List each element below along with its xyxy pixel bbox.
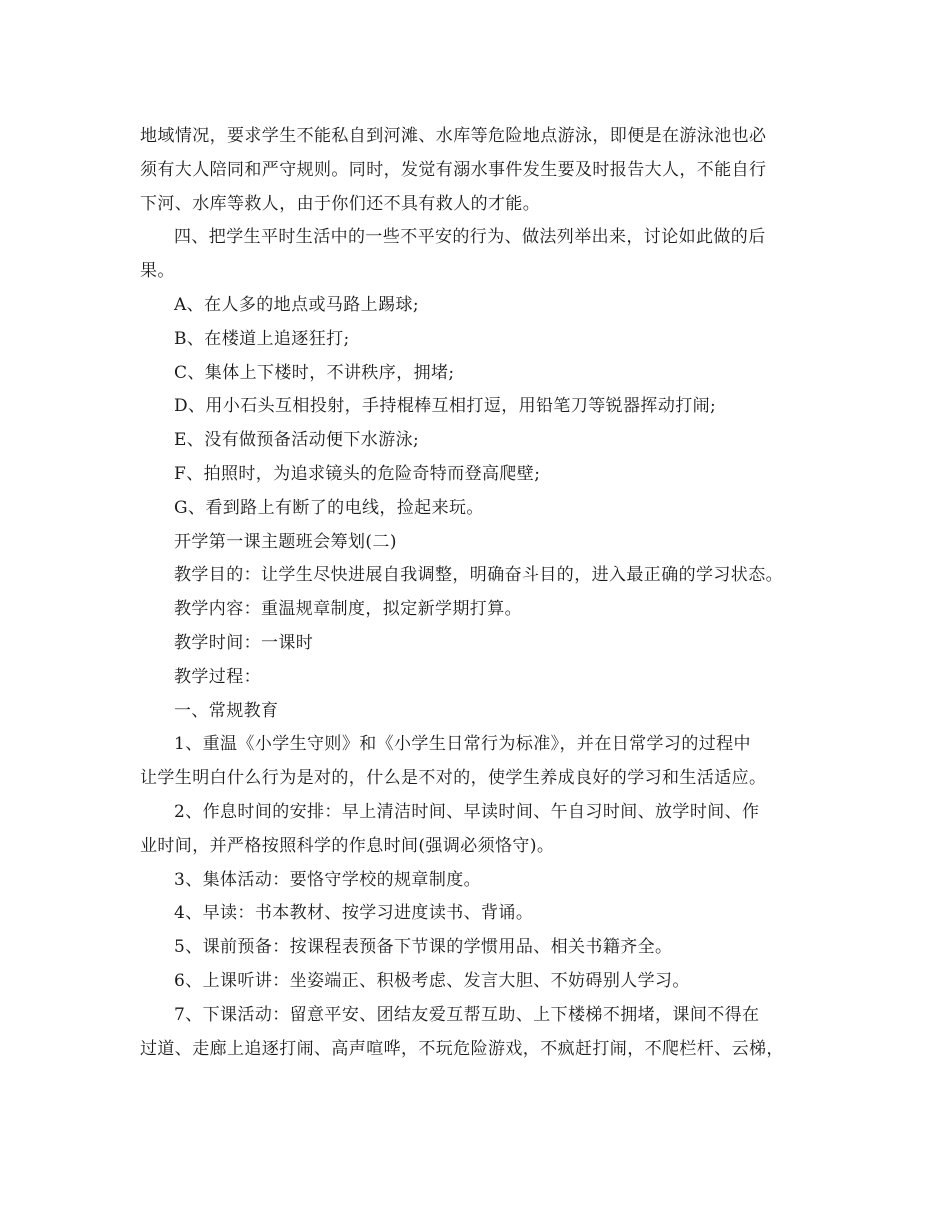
text-line: 教学内容：重温规章制度，拟定新学期打算。 [174, 599, 522, 620]
text-line: 过道、走廊上追逐打闹、高声喧哗，不玩危险游戏，不疯赶打闹，不爬栏杆、云梯， [140, 1038, 784, 1059]
text-line: 让学生明白什么行为是对的，什么是不对的，使学生养成良好的学习和生活适应。 [140, 768, 767, 789]
text-line: 须有大人陪同和严守规则。同时，发觉有溺水事件发生要及时报告大人，不能自行 [140, 159, 767, 180]
text-line: 教学目的：让学生尽快进展自我调整，明确奋斗目的，进入最正确的学习状态。 [174, 565, 783, 586]
text-line: 2、作息时间的安排：早上清洁时间、早读时间、午自习时间、放学时间、作 [174, 801, 760, 822]
text-line: E、没有做预备活动便下水游泳; [174, 430, 420, 451]
text-line: 四、把学生平时生活中的一些不平安的行为、做法列举出来，讨论如此做的后 [174, 227, 766, 248]
text-line: A、在人多的地点或马路上踢球; [174, 294, 420, 315]
text-line: 下河、水库等救人，由于你们还不具有救人的才能。 [140, 193, 541, 214]
text-line: 开学第一课主题班会筹划(二) [174, 531, 397, 552]
document-body [140, 120, 820, 1066]
text-line: D、用小石头互相投射，手持棍棒互相打逗，用铅笔刀等锐器挥动打闹; [174, 396, 717, 417]
text-line: F、拍照时，为追求镜头的危险奇特而登高爬壁; [174, 463, 541, 484]
text-line: 1、重温《小学生守则》和《小学生日常行为标准》，并在日常学习的过程中 [174, 734, 751, 755]
text-line: 4、早读：书本教材、按学习进度读书、背诵。 [174, 903, 534, 924]
text-line: B、在楼道上追逐狂打; [174, 328, 350, 349]
text-line: 3、集体活动：要恪守学校的规章制度。 [174, 869, 482, 890]
text-line: 地域情况，要求学生不能私自到河滩、水库等危险地点游泳，即便是在游泳池也必 [140, 126, 767, 146]
text-line: 一、常规教育 [174, 700, 279, 721]
text-line: 教学时间：一课时 [174, 632, 314, 653]
text-line: G、看到路上有断了的电线，捡起来玩。 [174, 497, 484, 518]
text-line: 7、下课活动：留意平安、团结友爱互帮互助、上下楼梯不拥堵，课间不得在 [174, 1004, 760, 1025]
text-line: 果。 [140, 261, 175, 282]
text-line: 6、上课听讲：坐姿端正、积极考虑、发言大胆、不妨碍别人学习。 [174, 970, 690, 991]
text-line: 业时间，并严格按照科学的作息时间(强调必须恪守)。 [140, 835, 555, 856]
text-line: C、集体上下楼时，不讲秩序，拥堵; [174, 362, 455, 383]
text-line: 5、课前预备：按课程表预备下节课的学惯用品、相关书籍齐全。 [174, 937, 673, 958]
text-line: 教学过程： [174, 666, 261, 687]
